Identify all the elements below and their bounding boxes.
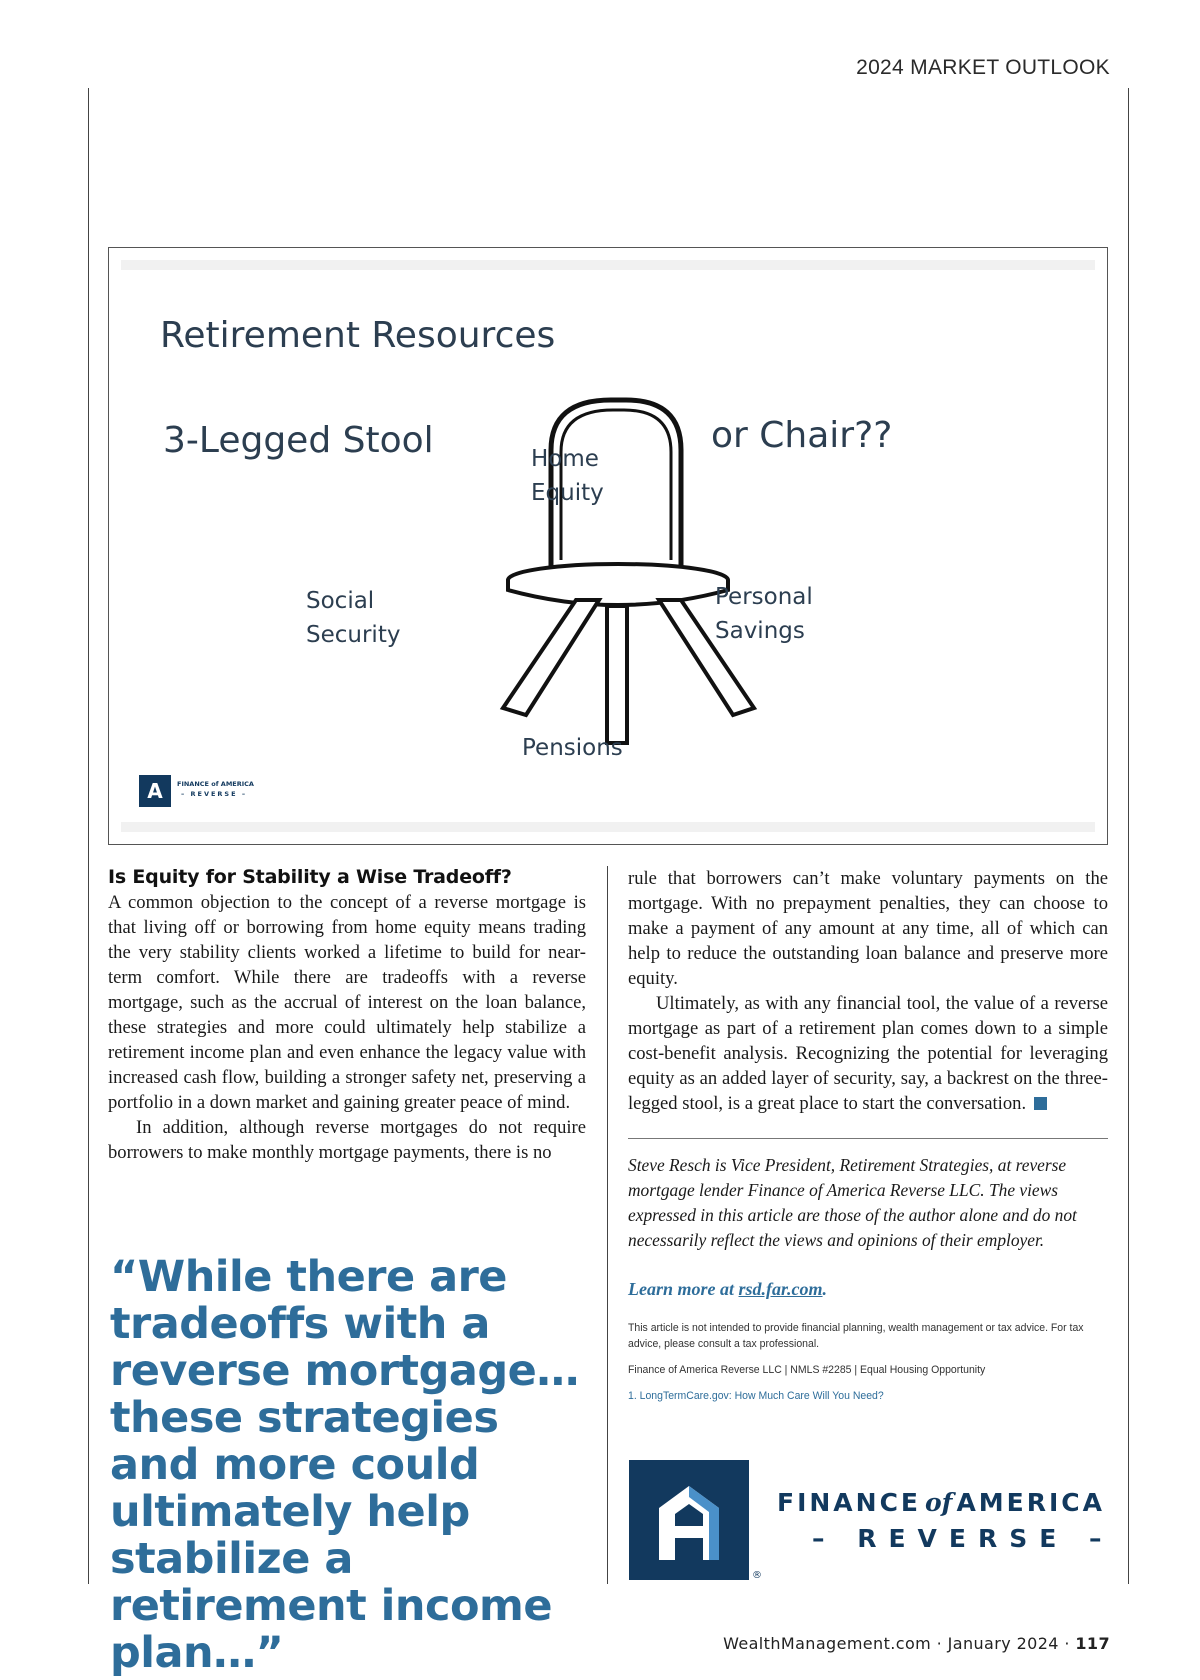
article-paragraph-2-start: In addition, although reverse mortgages do not require borrowers to make monthly mortgage payments, there is no bbox=[108, 1117, 586, 1163]
seat-rim bbox=[508, 580, 728, 605]
author-bio: Steve Resch is Vice President, Retirement Strategies, at reverse mortgage lender Finance of America Reverse LLC. The views expressed in this article are those of the author alone and do not necessarily reflect the views and opinions of their employer. bbox=[628, 1155, 1077, 1250]
leg-left bbox=[503, 600, 599, 715]
page-number: 117 bbox=[1075, 1634, 1110, 1653]
slide-title: Retirement Resources bbox=[160, 315, 556, 356]
logo-mark bbox=[629, 1460, 749, 1580]
home-equity-label bbox=[531, 442, 604, 510]
footer-site: WealthManagement.com bbox=[723, 1634, 932, 1653]
registered-mark: ® bbox=[752, 1570, 762, 1581]
company-line: Finance of America Reverse LLC | NMLS #2285 | Equal Housing Opportunity bbox=[628, 1364, 986, 1376]
learn-more-link[interactable]: rsd.far.com bbox=[738, 1279, 823, 1299]
learn-more-prefix: Learn more at bbox=[628, 1279, 734, 1299]
left-margin-rule bbox=[88, 88, 89, 1584]
right-margin-rule bbox=[1128, 88, 1129, 1584]
footer-separator: · bbox=[936, 1634, 943, 1653]
logo-word-finance: FINANCE bbox=[777, 1488, 921, 1517]
article-left-column bbox=[108, 866, 586, 1165]
learn-more bbox=[628, 1279, 1108, 1300]
logo-word-of: of bbox=[925, 1488, 953, 1517]
article-paragraph-2-continued: rule that borrowers can’t make voluntary payments on the mortgage. With no prepayment penalties, they can choose to make a payment of any amount at any time, all of which can help to reduce the outstanding loan balance and preserve more equity. bbox=[628, 868, 1108, 989]
article-right-column bbox=[628, 866, 1108, 1404]
column-divider-rule bbox=[607, 866, 608, 1584]
footnote[interactable]: 1. LongTermCare.gov: How Much Care Will You Need? bbox=[628, 1390, 884, 1402]
logo-wordmark bbox=[777, 1488, 1105, 1517]
logo-word-america: AMERICA bbox=[956, 1488, 1105, 1517]
article-heading: Is Equity for Stability a Wise Tradeoff? bbox=[108, 866, 512, 888]
retirement-resources-figure bbox=[108, 247, 1108, 845]
home-equity-line2: Equity bbox=[531, 480, 604, 506]
logo-reverse: – REVERSE – bbox=[812, 1524, 1114, 1553]
slide-logo-line2: – REVERSE – bbox=[181, 790, 248, 798]
personal-savings-label bbox=[715, 580, 813, 648]
personal-savings-line2: Savings bbox=[715, 618, 805, 644]
social-security-label bbox=[306, 584, 400, 652]
slide-logo bbox=[139, 775, 289, 809]
section-header: 2024 MARKET OUTLOOK bbox=[856, 56, 1110, 79]
home-equity-line1: Home bbox=[531, 446, 599, 472]
three-legged-stool-label: 3-Legged Stool bbox=[163, 420, 434, 461]
finance-of-america-reverse-logo bbox=[629, 1460, 1114, 1585]
slide bbox=[121, 260, 1095, 832]
footer-separator-2: · bbox=[1064, 1634, 1070, 1653]
leg-center bbox=[607, 606, 627, 743]
disclaimer: This article is not intended to provide financial planning, wealth management or tax advice. For tax advice, please consult a tax professional. bbox=[628, 1322, 1084, 1350]
or-chair-label: or Chair?? bbox=[711, 415, 893, 456]
footer-date: January 2024 bbox=[947, 1634, 1059, 1653]
bio-divider bbox=[628, 1138, 1108, 1139]
page-footer bbox=[723, 1634, 1110, 1653]
pull-quote: “While there are tradeoffs with a reverse mortgage…these strategies and more could ultimately help stabilize a retirement income plan…” bbox=[110, 1252, 579, 1678]
learn-more-suffix: . bbox=[822, 1279, 828, 1299]
article-paragraph-3 bbox=[628, 991, 1108, 1116]
social-security-line1: Social bbox=[306, 588, 375, 614]
logo-a-icon bbox=[629, 1460, 749, 1580]
end-of-article-mark bbox=[1034, 1097, 1047, 1110]
article-paragraph-1: A common objection to the concept of a reverse mortgage is that living off or borrowing from home equity means trading the very stability clients worked a lifetime to build for near-term comfort. While there are tradeoffs with a reverse mortgage, such as the accrual of interest on the loan balance, these strategies and more could ultimately help stabilize a retirement income plan and even enhance the legacy value with increased cash flow, building a stronger safety net, preserving a portfolio in a down market and gaining greater peace of mind. bbox=[108, 892, 586, 1113]
social-security-line2: Security bbox=[306, 622, 401, 648]
slide-logo-line1: FINANCE of AMERICA bbox=[177, 780, 254, 788]
personal-savings-line1: Personal bbox=[715, 584, 813, 610]
slide-logo-mark: A bbox=[139, 775, 171, 807]
pensions-label: Pensions bbox=[522, 735, 623, 761]
article-paragraph-3-text: Ultimately, as with any financial tool, the value of a reverse mortgage as part of a retirement plan comes down to a simple cost-benefit analysis. Recognizing the potential for leveraging equity as an added layer of security, say, a backrest on the three-legged stool, is a great place to start the conversation. bbox=[628, 993, 1108, 1114]
